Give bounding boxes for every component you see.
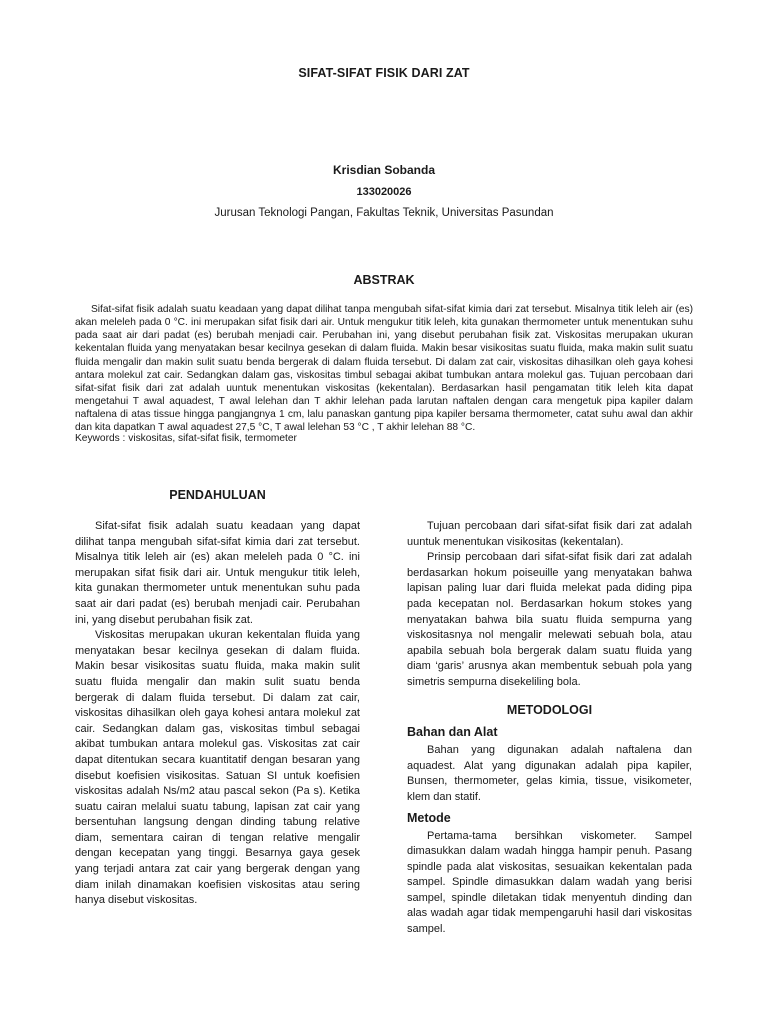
author-name: Krisdian Sobanda	[332, 163, 436, 177]
method-paragraph: Pertama-tama bersihkan viskometer. Sampel dimasukkan dalam wadah hingga hampir penuh. Pasang spindle pada alat viskositas, sesuaikan kekentalan pada sampel. Spindle dimasukkan dalam wadah yang berisi sampel, spindle diletakan tidak menyentuh dinding dan alas wadah agar tidak mempengaruhi hasil dari viskositas sampel.	[407, 829, 692, 936]
affiliation: Jurusan Teknologi Pangan, Fakultas Teknik, Universitas Pasundan	[214, 207, 554, 219]
student-id: 133020026	[356, 186, 412, 198]
introduction-heading: PENDAHULUAN	[169, 488, 266, 502]
method-heading: Metode	[407, 810, 451, 825]
intro-paragraph: Tujuan percobaan dari sifat-sifat fisik dari zat adalah uuntuk menentukan visikositas (kekentalan).	[407, 520, 692, 548]
abstract-body: Sifat-sifat fisik adalah suatu keadaan yang dapat dilihat tanpa mengubah sifat-sifat kimia dari zat tersebut. Misalnya titik leleh air (es) akan meleleh pada 0 °C. ini merupakan sifat fisik dari air. Untuk mengukur titik leleh, kita gunakan thermometer untuk menentukan suhu pada saat air dari padat (es) berubah menjadi cair. Perubahan ini, yang disebut perubahan fisik zat. Viskositas merupakan ukuran kekentalan fluida yang menyatakan besar kecilnya gesekan di dalam fluida. Makin besar visikositas suatu fluida, maka makin sulit suatu fluida mengalir dan makin sulit suatu benda bergerak di dalam fluida tersebut. Di dalam zat cair, viskositas dihasilkan oleh gaya kohesi antara molekul zat cair. Sedangkan dalam gas, viskositas timbul sebagai akibat tumbukan antara molekul gas. Tujuan percobaan dari sifat-sifat fisik dari zat adalah uuntuk menentukan viskositas (kekentalan). Berdasarkan hasil pengamatan titik leleh kita dapat mengetahui T awal aquadest, T awal lelehan dan T akhir lelehan pada larutan naftalen dengan cara mengetuk pipa kapiler dalam naftalena di atas tissue hingga pangjangnya 1 cm, lalu panaskan gantung pipa kapiler bersama thermometer, catat suhu awal dan akhir dan kita dapatkan T awal aquadest 27,5 °C, T awal lelehan 53 °C , T akhir lelehan 88 °C.	[75, 304, 693, 434]
abstract-heading: ABSTRAK	[353, 273, 415, 287]
right-column	[407, 519, 692, 938]
left-column	[75, 519, 360, 909]
methodology-heading: METODOLOGI	[506, 702, 593, 717]
intro-paragraph: Sifat-sifat fisik adalah suatu keadaan yang dapat dilihat tanpa mengubah sifat-sifat kimia dari zat tersebut. Misalnya titik leleh air (es) akan meleleh pada 0 °C. ini merupakan sifat fisik dari air. Untuk mengukur titik leleh, kita gunakan thermometer untuk menentukan suhu pada saat air dari padat (es) berubah menjadi cair. Perubahan ini, yang disebut perubahan fisik zat.	[75, 520, 360, 626]
intro-paragraph: Prinsip percobaan dari sifat-sifat fisik dari zat adalah berdasarkan hokum poiseuille yang menyatakan bahwa lapisan paling luar dari fluida melekat pada diding pipa pada kecepatan nol. Berdasarkan hokum stokes yang menyatakan bahwa bila suatu fluida sempurna yang viskositasnya nol mengalir melewati sebuah bola, atau apabila sebuah bola bergerak dalam suatu fluida yang diam ‘garis’ arusnya akan membentuk sebuah pola yang simetris sempurna disekeliling bola.	[407, 551, 692, 688]
keywords: Keywords : viskositas, sifat-sifat fisik, termometer	[75, 433, 297, 444]
paper-title: SIFAT-SIFAT FISIK DARI ZAT	[298, 66, 470, 80]
intro-paragraph: Viskositas merupakan ukuran kekentalan fluida yang menyatakan besar kecilnya gesekan di dalam fluida. Makin besar visikositas suatu fluida, maka makin sulit suatu fluida mengalir dan makin sulit suatu benda bergerak di dalam fluida tersebut. Di dalam zat cair, viskositas dihasilkan oleh gaya kohesi antara molekul zat cair. Sedangkan dalam gas, viskositas timbul sebagai akibat tumbukan antara molekul gas. Viskositas zat cair dapat ditentukan secara kuantitatif dengan besaran yang disebut koefisien visikositas. Satuan SI untuk koefisien viskositas adalah Ns/m2 atau pascal sekon (Pa s). Ketika suatu cairan melalui suatu tabung, lapisan zat cair yang bersentuhan langsung dengan dinding tabung relative diam, sementara cairan di tengan relative mengalir dengan kecepatan yang tinggi. Besarnya gaya gesek yang terjadi antara zat cair yang bergerak dengan yang diam inilah dinamakan koefisien viskositas atau sering hanya disebut viskositas.	[75, 629, 360, 907]
materials-paragraph: Bahan yang digunakan adalah naftalena dan aquadest. Alat yang digunakan adalah pipa kapiler, Bunsen, thermometer, gelas kimia, tissue, visikometer, klem dan statif.	[407, 744, 692, 803]
materials-heading: Bahan dan Alat	[407, 725, 498, 740]
